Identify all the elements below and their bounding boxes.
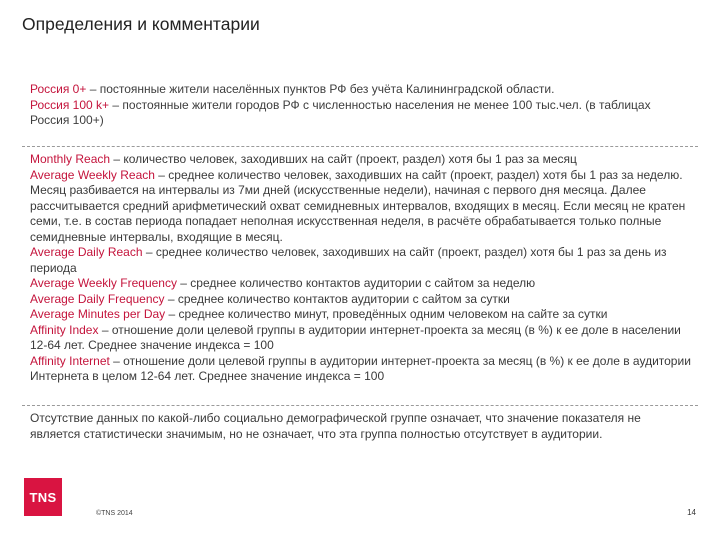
definition-average-weekly-reach bbox=[30, 168, 692, 246]
definition-monthly-reach bbox=[30, 152, 692, 168]
definition-term: Average Daily Frequency bbox=[30, 291, 165, 306]
dashed-divider bbox=[22, 405, 698, 406]
tns-logo bbox=[24, 478, 62, 516]
definition-term: Россия 0+ bbox=[30, 82, 87, 96]
definition-russia-100k bbox=[30, 98, 692, 129]
logo-text: TNS bbox=[29, 489, 57, 505]
definition-term: Affinity Internet bbox=[30, 353, 110, 368]
definition-average-daily-reach bbox=[30, 245, 692, 276]
copyright: ©TNS 2014 bbox=[96, 510, 133, 517]
definition-text: – среднее количество человек, заходивших на сайт (проект, раздел) хотя бы 1 раз за день из периода bbox=[30, 245, 667, 275]
definition-text: – отношение доли целевой группы в аудитории интернет-проекта за месяц (в %) к ее доле в аудитории Интернета в целом 12-64 лет. Среднее значение индекса = 100 bbox=[30, 353, 691, 383]
definition-term: Average Weekly Reach bbox=[30, 167, 155, 182]
definition-text: – постоянные жители городов РФ с численностью населения не менее 100 тыс.чел. (в таблицах Россия 100+) bbox=[30, 97, 651, 127]
definition-term: Monthly Reach bbox=[30, 152, 111, 166]
definition-affinity-index bbox=[30, 323, 692, 354]
definition-text: – количество человек, заходивших на сайт (проект, раздел) хотя бы 1 раз за месяц bbox=[110, 152, 577, 166]
definition-term: Average Daily Reach bbox=[30, 245, 143, 259]
definition-average-daily-frequency bbox=[30, 292, 692, 308]
data-note bbox=[30, 411, 692, 442]
definition-term: Average Weekly Frequency bbox=[30, 276, 177, 290]
page-number: 14 bbox=[687, 508, 696, 517]
definition-term: Россия 100 k+ bbox=[30, 97, 110, 112]
definition-text: – постоянные жители населённых пунктов РФ без учёта Калининградской области. bbox=[86, 82, 555, 96]
definition-text: – среднее количество человек, заходивших на сайт (проект, раздел) хотя бы 1 раз за неделю. Месяц разбивается на интервалы из 7ми дней (искусственные недели), начиная с первого дня месяца. Далее рассчитывается средний арифметический охват семидневных интервалов, входящих в месяц. Если месяц не кратен семи, т.е. в состав периода попадает неполная искусственная неделя, в расчёте обрабатывается только полные семидневные интервалы, входящие в месяц. bbox=[30, 167, 686, 244]
note-text: Отсутствие данных по какой-либо социально демографической группе означает, что значение показателя не является статистически значимым, но не означает, что эта группа полностью отсутствует в аудитории. bbox=[30, 411, 641, 441]
definition-text: – отношение доли целевой группы в аудитории интернет-проекта за месяц (в %) к ее доле в населении 12-64 лет. Среднее значение индекса = 100 bbox=[30, 322, 681, 352]
definition-average-minutes-per-day bbox=[30, 307, 692, 323]
definition-text: – среднее количество контактов аудитории с сайтом за сутки bbox=[164, 291, 510, 306]
page-title: Определения и комментарии bbox=[22, 14, 260, 34]
definition-russia-0 bbox=[30, 82, 692, 98]
definition-average-weekly-frequency bbox=[30, 276, 692, 292]
definition-term: Affinity Index bbox=[30, 322, 99, 337]
dashed-divider bbox=[22, 146, 698, 147]
definition-term: Average Minutes per Day bbox=[30, 307, 166, 321]
metric-definitions bbox=[30, 152, 692, 385]
definition-affinity-internet bbox=[30, 354, 692, 385]
definition-text: – среднее количество минут, проведённых одним человеком на сайте за сутки bbox=[165, 307, 608, 321]
definition-text: – среднее количество контактов аудитории с сайтом за неделю bbox=[176, 276, 536, 290]
geo-definitions bbox=[30, 82, 692, 129]
